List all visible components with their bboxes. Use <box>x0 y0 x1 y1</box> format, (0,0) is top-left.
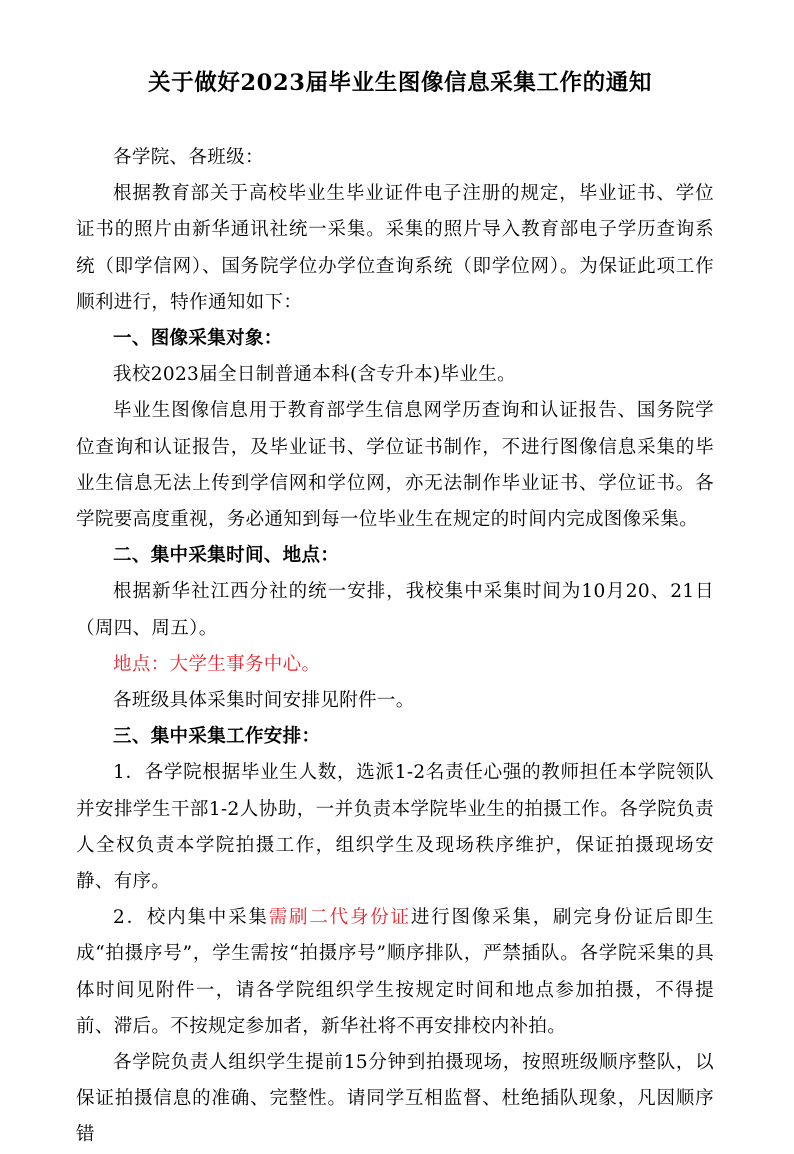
item2-text-before: 2．校内集中采集 <box>113 907 269 929</box>
document-title: 关于做好2023届毕业生图像信息采集工作的通知 <box>148 70 652 96</box>
section2-paragraph-3: 各班级具体采集时间安排见附件一。 <box>113 690 415 712</box>
section-heading-3: 三、集中采集工作安排： <box>113 726 321 748</box>
salutation: 各学院、各班级： <box>113 147 264 168</box>
item2-text-after: 进行图像采集，刷完身份证后即生成“拍摄序号”，学生需按“拍摄序号”顺序排队，严禁插队。各学院采集的具体时间见附件一，请各学院组织学生按规定时间和地点参加拍摄，不得提前、滞后。不按规定参加者，新华社将不再安排校内补拍。 <box>76 907 714 1037</box>
id-card-highlight: 需刷二代身份证 <box>268 907 411 929</box>
document-body <box>76 140 714 1154</box>
section1-paragraph-1: 我校2023届全日制普通本科(含专升本)毕业生。 <box>113 364 516 386</box>
section3-paragraph-last: 各学院负责人组织学生提前15分钟到拍摄现场，按照班级顺序整队，以保证拍摄信息的准确、完整性。请同学互相监督、杜绝插队现象，凡因顺序错 <box>76 1052 714 1146</box>
section-heading-1: 一、图像采集对象： <box>113 328 283 350</box>
section2-paragraph-1: 根据新华社江西分社的统一安排，我校集中采集时间为10月20、21日（周四、周五）。 <box>76 581 714 639</box>
location-notice: 地点：大学生事务中心。 <box>113 653 321 675</box>
section-heading-2: 二、集中采集时间、地点： <box>113 545 340 567</box>
section3-item-2 <box>76 900 714 1045</box>
intro-paragraph: 根据教育部关于高校毕业生毕业证件电子注册的规定，毕业证书、学位证书的照片由新华通讯社统一采集。采集的照片导入教育部电子学历查询系统（即学信网）、国务院学位办学位查询系统（即学位网）。为保证此项工作顺利进行，特作通知如下： <box>76 183 714 313</box>
section1-paragraph-2: 毕业生图像信息用于教育部学生信息网学历查询和认证报告、国务院学位查询和认证报告，及毕业证书、学位证书制作，不进行图像信息采集的毕业生信息无法上传到学信网和学位网，亦无法制作毕业证书、学位证书。各学院要高度重视，务必通知到每一位毕业生在规定的时间内完成图像采集。 <box>76 400 714 531</box>
section3-item-1: 1．各学院根据毕业生人数，选派1-2名责任心强的教师担任本学院领队并安排学生干部1-2人协助，一并负责本学院毕业生的拍摄工作。各学院负责人全权负责本学院拍摄工作，组织学生及现场秩序维护，保证拍摄现场安静、有序。 <box>76 762 714 893</box>
